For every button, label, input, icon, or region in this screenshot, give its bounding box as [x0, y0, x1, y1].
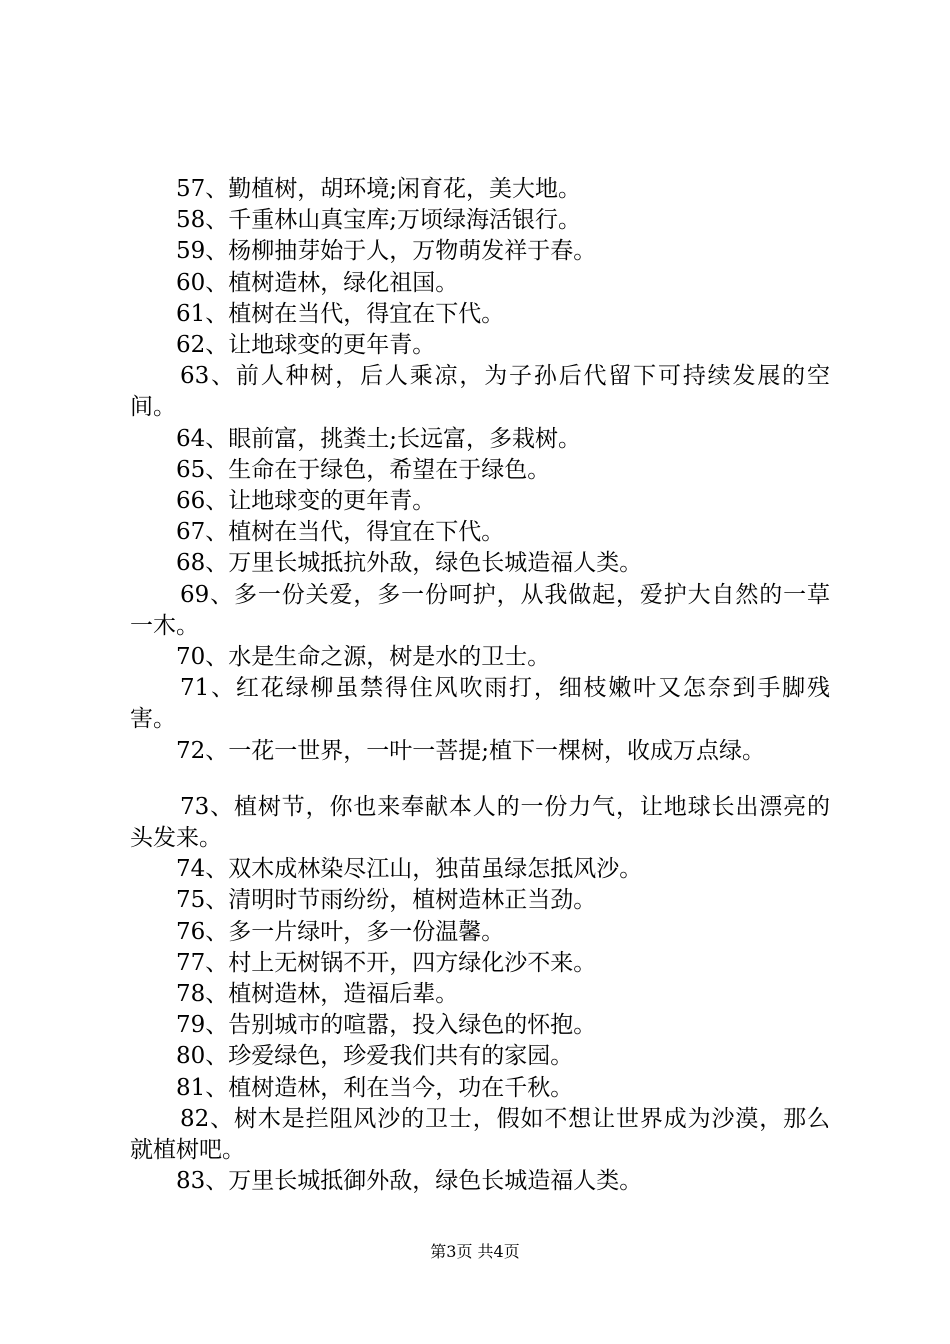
list-item: 68、万里长城抵抗外敌，绿色长城造福人类。 — [176, 550, 643, 577]
list-item: 83、万里长城抵御外敌，绿色长城造福人类。 — [176, 1168, 643, 1195]
list-item: 81、植树造林，利在当今，功在千秋。 — [176, 1074, 574, 1101]
slogan-list — [130, 174, 830, 1198]
list-item: 71、红花绿柳虽禁得住风吹雨打，细枝嫩叶又怎奈到手脚残害。 — [130, 675, 830, 733]
list-item: 60、植树造林，绿化祖国。 — [176, 269, 459, 296]
list-item: 64、眼前富，挑粪土;长远富，多栽树。 — [176, 425, 582, 452]
list-item: 65、生命在于绿色，希望在于绿色。 — [176, 456, 551, 483]
list-item: 80、珍爱绿色，珍爱我们共有的家园。 — [176, 1043, 574, 1070]
list-item: 77、村上无树锅不开，四方绿化沙不来。 — [176, 949, 597, 976]
page-number-footer: 第3页 共4页 — [430, 1242, 520, 1261]
list-item: 76、多一片绿叶，多一份温馨。 — [176, 918, 505, 945]
list-item: 82、树木是拦阻风沙的卫士，假如不想让世界成为沙漠，那么就植树吧。 — [130, 1105, 830, 1164]
list-item: 78、植树造林，造福后辈。 — [176, 981, 459, 1008]
paragraph-gap — [130, 767, 830, 792]
list-item: 74、双木成林染尽江山，独苗虽绿怎抵风沙。 — [176, 856, 643, 883]
list-item: 73、植树节，你也来奉献本人的一份力气，让地球长出漂亮的头发来。 — [130, 793, 830, 852]
list-item: 69、多一份关爱，多一份呵护，从我做起，爱护大自然的一草一木。 — [130, 581, 830, 639]
list-item: 58、千重林山真宝库;万顷绿海活银行。 — [176, 207, 582, 234]
list-item: 75、清明时节雨纷纷，植树造林正当劲。 — [176, 887, 597, 914]
list-item: 66、让地球变的更年青。 — [176, 488, 436, 515]
list-item: 72、一花一世界，一叶一菩提;植下一棵树，收成万点绿。 — [176, 737, 766, 764]
list-item: 59、杨柳抽芽始于人，万物萌发祥于春。 — [176, 238, 597, 265]
list-item: 67、植树在当代，得宜在下代。 — [176, 519, 505, 546]
list-item: 61、植树在当代，得宜在下代。 — [176, 300, 505, 327]
list-item: 62、让地球变的更年青。 — [176, 332, 436, 359]
list-item: 57、勤植树，胡环境;闲育花，美大地。 — [176, 176, 582, 202]
list-item: 79、告别城市的喧嚣，投入绿色的怀抱。 — [176, 1012, 597, 1039]
list-item: 70、水是生命之源，树是水的卫士。 — [176, 644, 551, 671]
list-item: 63、前人种树，后人乘凉，为子孙后代留下可持续发展的空间。 — [130, 363, 830, 421]
